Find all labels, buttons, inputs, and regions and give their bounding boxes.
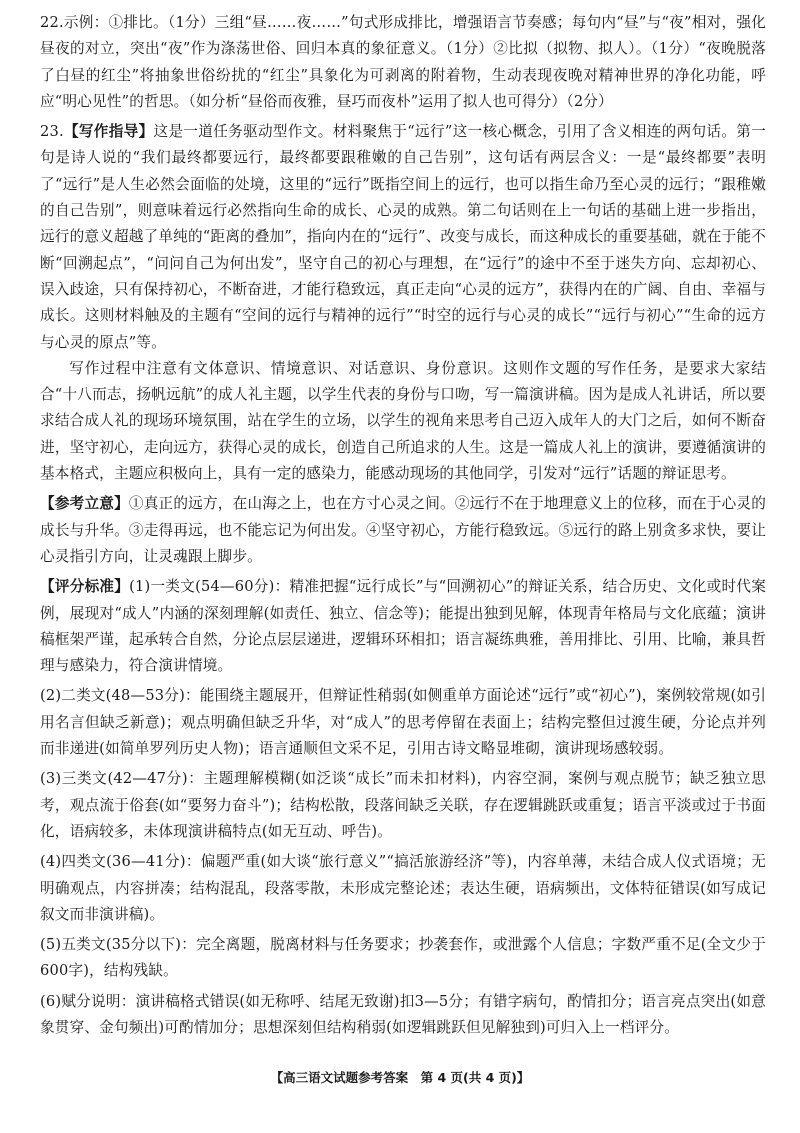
question-22-number: 22.: [40, 14, 64, 31]
writing-process-paragraph: 写作过程中注意有文体意识、情境意识、对话意识、身份意识。这则作文题的写作任务，是要求大家结合“十八而志，扬帆远航”的成人礼主题，以学生代表的身份与口吻，写一篇演讲稿。因为是成人礼讲话，所以要求结合成人礼的现场环境氛围，站在学生的立场，以学生的视角来思考自己迈入成年人的大门之后，如何不断奋进，坚守初心，走向远方，获得心灵的成长，创造自己所追求的人生。这是一篇成人礼上的演讲，要遵循演讲的基本格式，主题应积极向上，具有一定的感染力，能感动现场的其他同学，引发对“远行”话题的辩证思考。: [40, 359, 766, 483]
writing-guide-text: 这是一道任务驱动型作文。材料聚焦于“远行”这一核心概念，引用了含义相连的两句话。第一句是诗人说的“我们最终都要远行，最终都要跟稚嫩的自己告别”，这句话有两层含义：一是“最终都要”表明了“远行”是人生必然会面临的处境，这里的“远行”既指空间上的远行，也可以指生命乃至心灵的远行；“跟稚嫩的自己告别”，则意味着远行必然指向生命的成长、心灵的成熟。第二句话则在上一句话的基础上进一步指出，远行的意义超越了单纯的“距离的叠加”，指向内在的“远行”、改变与成长，而这种成长的重要基础，就在于能不断“回溯起点”，“问问自己为何出发”，坚守自己的初心与理想，在“远行”的途中不至于迷失方向、忘却初心、误入歧途，只有保持初心，不断奋进，才能行稳致远，真正走向“心灵的远方”，获得内在的广阔、自由、幸福与成长。这则材料触及的主题有“空间的远行与精神的远行”“时空的远行与心灵的成长”“远行与初心”“生命的远方与心灵的原点”等。: [40, 123, 767, 351]
question-23-guide: [40, 119, 766, 356]
writing-guide-label: 【写作指导】: [63, 123, 154, 141]
reference-ideas: [40, 491, 766, 570]
scoring-third-class: (3)三类文(42—47分)：主题理解模糊(如泛谈“成长”而未扣材料)，内容空洞，案例与观点脱节；缺乏独立思考，观点流于俗套(如“要努力奋斗”)；结构松散，段落间缺乏关联，存在逻辑跳跃或重复；语言平淡或过于书面化，语病较多，未体现演讲稿特点(如无互动、呼告)。: [40, 770, 766, 840]
question-23-number: 23.: [40, 123, 64, 141]
answer-page: [40, 10, 766, 1100]
scoring-second-class: (2)二类文(48—53分)：能围绕主题展开，但辩证性稍弱(如侧重单方面论述“远行”或“初心”)，案例较常规(如引用名言但缺乏新意)；观点明确但缺乏升华，对“成人”的思考停留在表面上；结构完整但过渡生硬，分论点并列而非递进(如简单罗列历史人物)；语言通顺但文采不足，引用古诗文略显堆砌，演讲现场感较弱。: [40, 687, 766, 758]
scoring-notes: (6)赋分说明：演讲稿格式错误(如无称呼、结尾无致谢)扣3—5分；有错字病句，酌情扣分；语言亮点突出(如意象贯穿、金句频出)可酌情加分；思想深刻但结构稍弱(如逻辑跳跃但见解独到)可归入上一档评分。: [40, 992, 766, 1036]
reference-ideas-label: 【参考立意】: [40, 495, 129, 513]
page-footer: 【高三语文试题参考答案 第 4 页(共 4 页)】: [270, 1070, 530, 1085]
scoring-first-class-text: (1)一类文(54—60分)：精准把握“远行成长”与“回溯初心”的辩证关系，结合历史、文化或时代案例，展现对“成人”内涵的深刻理解(如责任、独立、信念等)；能提出独到见解，体现青年格局与文化底蕴；演讲稿框架严谨，起承转合自然，分论点层层递进，逻辑环环相扣；语言凝练典雅，善用排比、引用、比喻，兼具哲理与感染力，符合演讲情境。: [40, 578, 766, 675]
scoring-fourth-class: (4)四类文(36—41分)：偏题严重(如大谈“旅行意义”“搞活旅游经济”等)，内容单薄，未结合成人仪式语境；无明确观点，内容拼凑；结构混乱，段落零散，未形成完整论述；表达生硬，语病频出，文体特征错误(如写成记叙文而非演讲稿)。: [40, 853, 766, 923]
scoring-fifth-class: (5)五类文(35分以下)：完全离题，脱离材料与任务要求；抄袭套作，或泄露个人信息；字数严重不足(全文少于600字)，结构残缺。: [40, 936, 766, 980]
scoring-standard-label: 【评分标准】: [40, 578, 130, 596]
question-22: [40, 10, 766, 115]
scoring-standard-first-class: [40, 574, 766, 679]
reference-ideas-text: ①真正的远方，在山海之上，也在方寸心灵之间。②远行不在于地理意义上的位移，而在于心灵的成长与升华。③走得再远，也不能忘记为何出发。④坚守初心，方能行稳致远。⑤远行的路上别贪多求快，要让心灵指引方向，让灵魂跟上脚步。: [40, 495, 766, 565]
question-22-answer: 示例：①排比。（1分）三组“昼……夜……”句式形成排比，增强语言节奏感；每句内“昼”与“夜”相对，强化昼夜的对立，突出“夜”作为涤荡世俗、回归本真的象征意义。（1分）②比拟（拟物、拟人）。（1分）“夜晚脱落了白昼的红尘”将抽象世俗纷扰的“红尘”具象化为可剥离的附着物，生动表现夜晚对精神世界的净化功能，呼应“明心见性”的哲思。（如分析“昼俗而夜雅，昼巧而夜朴”运用了拟人也可得分）（2分）: [40, 14, 766, 110]
